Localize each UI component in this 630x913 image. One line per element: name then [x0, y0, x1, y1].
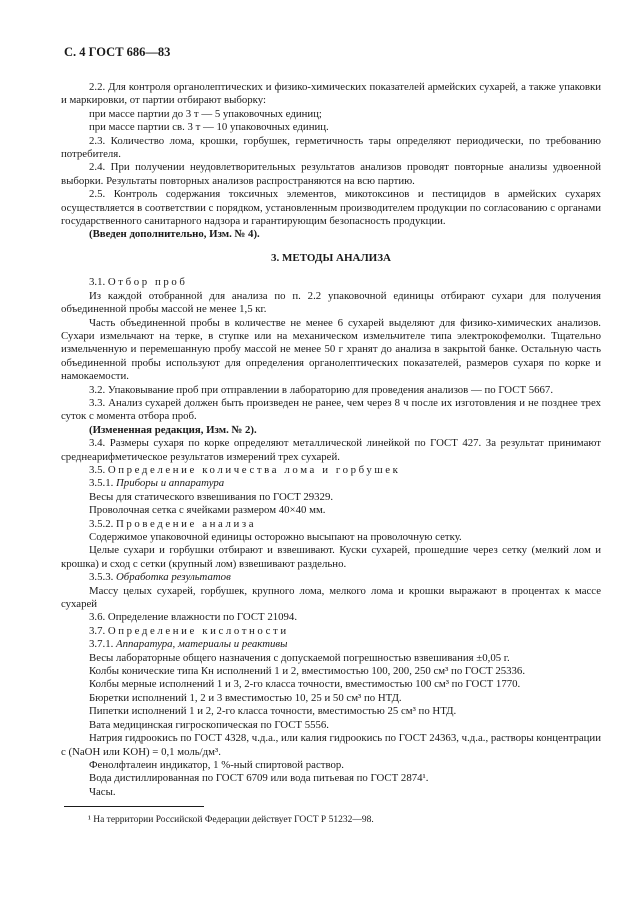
- paragraph: Из каждой отобранной для анализа по п. 2.2 упаковочной единицы отбирают сухари для получения объединенной пробы массой не менее 1,5 кг.: [61, 289, 601, 316]
- paragraph: Весы лабораторные общего назначения с допускаемой погрешностью взвешивания ±0,05 г.: [89, 651, 510, 664]
- paragraph: Содержимое упаковочной единицы осторожно высыпают на проволочную сетку.: [89, 531, 462, 543]
- clause-number: 3.5.1.: [89, 477, 114, 490]
- clause-number: 3.5.: [89, 463, 106, 476]
- amendment-note: (Измененная редакция, Изм. № 2).: [89, 423, 257, 436]
- clause-number: 3.7.1.: [89, 638, 114, 651]
- clause-title: Определение количества лома и горбушек: [107, 463, 401, 476]
- paragraph: Часы.: [89, 785, 116, 798]
- paragraph: 2.4. При получении неудовлетворительных результатов анализов проводят повторные анализы удвоенной выборки. Результаты повторных анализов распространяются на всю партию.: [61, 161, 601, 187]
- document-body: [61, 81, 601, 799]
- clause-title: Приборы и аппаратура: [116, 477, 225, 490]
- clause-number: 3.5.2.: [89, 517, 114, 530]
- clause-number: 3.5.3.: [89, 571, 114, 584]
- footnote-divider: [64, 806, 204, 807]
- subheading: [61, 477, 601, 490]
- paragraph: 3.3. Анализ сухарей должен быть произведен не ранее, чем через 8 ч после их изготовления и не позднее трех суток с момента отбора проб.: [61, 396, 601, 423]
- paragraph: Часть объединенной пробы в количестве не менее 6 сухарей выделяют для физико-химических анализов. Сухари измельчают на терке, в ступке или на механическом измельчителе типа электрокофемолки. Тщательно измельченную и перемешанную пробу массой не менее 50 г хранят до анализа в закрытой банке. Остальную часть объединенной пробы используют для определения органолептических показателей, размеров сухаря по корке и намокаемости.: [61, 316, 601, 383]
- paragraph: Вата медицинская гигроскопическая по ГОСТ 5556.: [89, 718, 330, 731]
- clause-number: 3.7.: [89, 624, 106, 637]
- paragraph: 2.2. Для контроля органолептических и физико-химических показателей армейских сухарей, а также упаковки и маркировки, от партии отбирают выборку:: [61, 81, 601, 107]
- paragraph: при массе партии до 3 т — 5 упаковочных единиц;: [89, 107, 322, 120]
- clause-title: Определение кислотности: [107, 624, 289, 637]
- paragraph: Вода дистиллированная по ГОСТ 6709 или вода питьевая по ГОСТ 2874¹.: [89, 772, 429, 785]
- paragraph: 3.2. Упаковывание проб при отправлении в лабораторию для проведения анализов — по ГОСТ 5667.: [89, 383, 554, 396]
- paragraph: Колбы мерные исполнений 1 и 3, 2-го класса точности, вместимостью 100 см³ по ГОСТ 1770.: [89, 678, 521, 691]
- paragraph: Целые сухари и горбушки отбирают и взвешивают. Куски сухарей, прошедшие через сетку (мелкий лом и крошка) и сход с сетки (крупный лом) взвешивают раздельно.: [61, 544, 601, 570]
- clause-title: Отбор проб: [107, 276, 188, 289]
- footnote: ¹ На территории Российской Федерации действует ГОСТ Р 51232—98.: [88, 815, 374, 825]
- subheading: [61, 464, 601, 477]
- subheading: [61, 518, 601, 531]
- paragraph: Фенолфталеин индикатор, 1 %-ный спиртовой раствор.: [89, 758, 345, 771]
- paragraph: Колбы конические типа Кн исполнений 1 и 2, вместимостью 100, 200, 250 см³ по ГОСТ 25336.: [89, 665, 526, 678]
- paragraph: 3.6. Определение влажности по ГОСТ 21094.: [89, 611, 298, 624]
- subheading: [61, 638, 601, 651]
- paragraph: Проволочная сетка с ячейками размером 40×40 мм.: [89, 504, 326, 517]
- paragraph: Весы для статического взвешивания по ГОСТ 29329.: [89, 490, 334, 503]
- paragraph: Натрия гидроокись по ГОСТ 4328, ч.д.а., или калия гидроокись по ГОСТ 24363, ч.д.а., растворы концентрации с (NaOH или KOH) = 0,1 моль/дм³.: [61, 732, 601, 758]
- paragraph: 2.5. Контроль содержания токсичных элементов, микотоксинов и пестицидов в армейских сухарях осуществляется в соответствии с порядком, установленным производителем продукции по согласованию с органами государственного санитарного надзора и гарантирующим безопасность продукции.: [61, 188, 601, 228]
- subheading: [61, 625, 601, 638]
- subheading: [61, 571, 601, 584]
- subheading: [61, 276, 601, 289]
- clause-title: Обработка результатов: [116, 571, 231, 584]
- paragraph: Бюретки исполнений 1, 2 и 3 вместимостью 10, 25 и 50 см³ по НТД.: [89, 691, 402, 704]
- paragraph: 3.4. Размеры сухаря по корке определяют металлической линейкой по ГОСТ 427. За результат принимают среднеарифметическое результатов измерений трех сухарей.: [61, 437, 601, 463]
- amendment-note: (Введен дополнительно, Изм. № 4).: [89, 228, 260, 241]
- paragraph: Пипетки исполнений 1 и 2, 2-го класса точности, вместимостью 25 см³ по НТД.: [89, 705, 457, 718]
- paragraph: Массу целых сухарей, горбушек, крупного лома, мелкого лома и крошки выражают в процентах к массе сухарей: [61, 584, 601, 611]
- section-title: 3. МЕТОДЫ АНАЛИЗА: [271, 251, 391, 264]
- clause-number: 3.1.: [89, 276, 106, 289]
- page-header: С. 4 ГОСТ 686—83: [64, 45, 171, 59]
- paragraph: 2.3. Количество лома, крошки, горбушек, герметичность тары определяют периодически, по требованию потребителя.: [61, 134, 601, 161]
- clause-title: Проведение анализа: [116, 517, 257, 530]
- clause-title: Аппаратура, материалы и реактивы: [116, 638, 288, 651]
- paragraph: при массе партии св. 3 т — 10 упаковочных единиц.: [89, 121, 329, 134]
